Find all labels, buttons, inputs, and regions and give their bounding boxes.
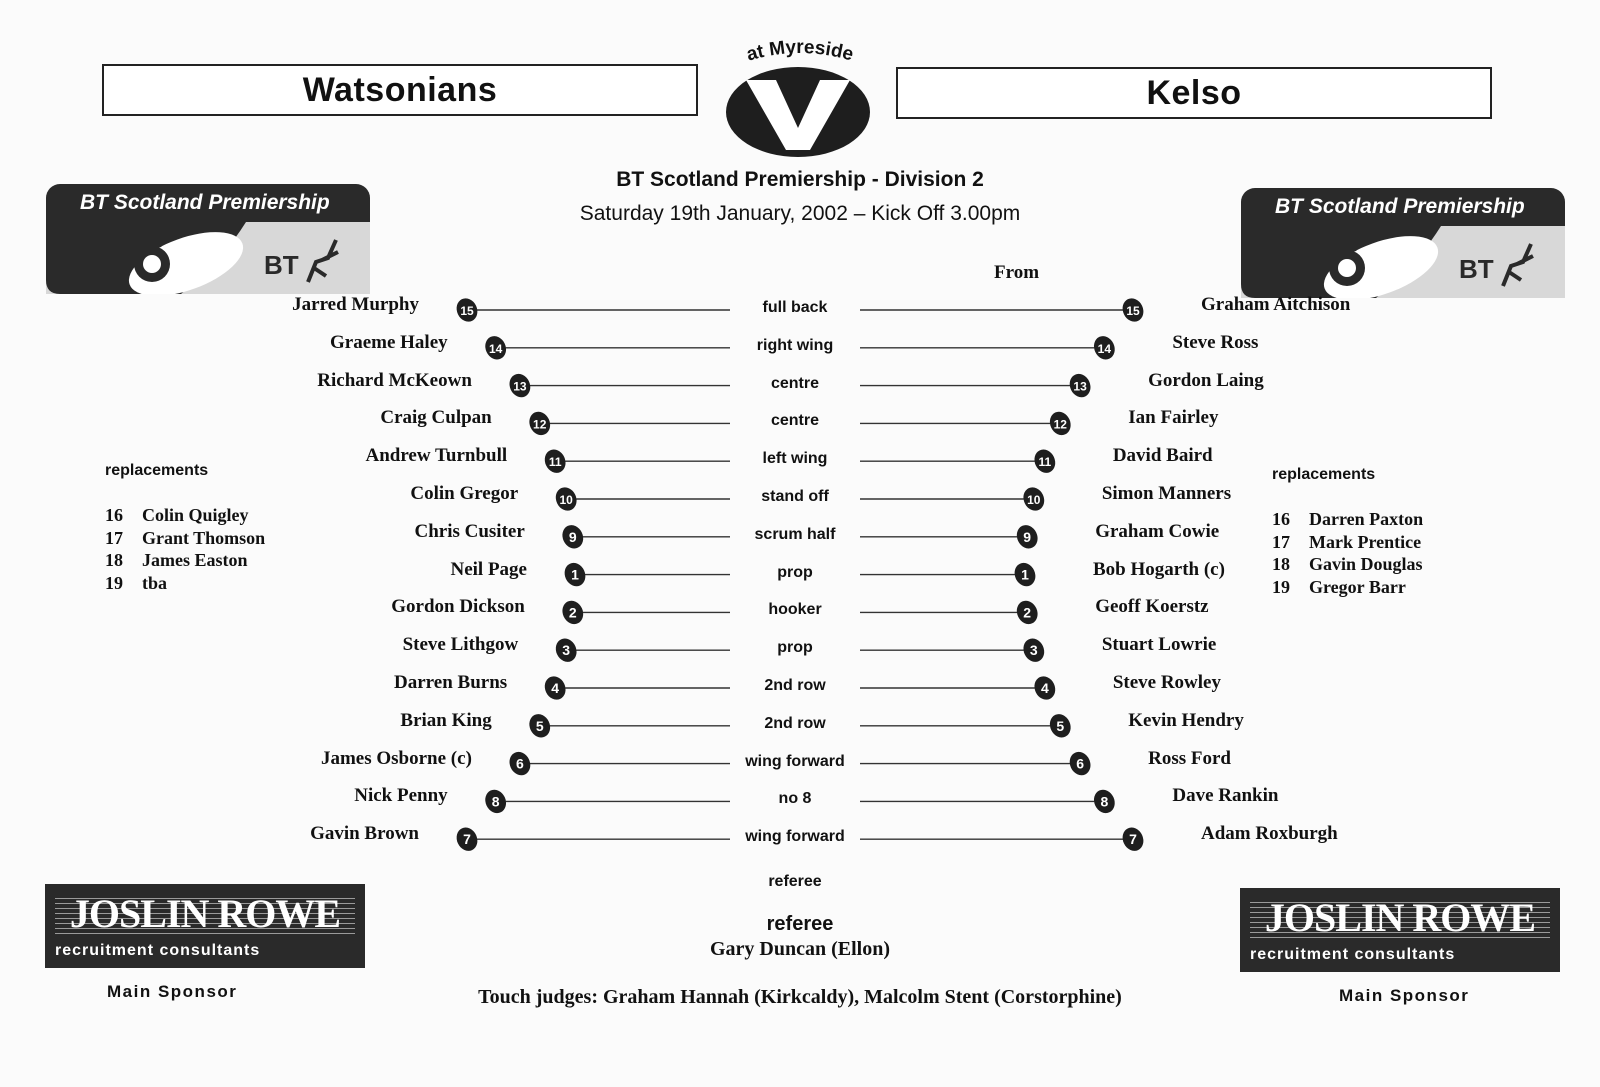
jersey-number-badge-home — [561, 559, 589, 589]
jersey-number: 9 — [568, 528, 577, 545]
home-player-name: James Osborne (c) — [320, 747, 472, 769]
replacement-name: Colin Quigley — [142, 505, 249, 525]
jersey-number-badge-home — [541, 446, 569, 476]
jersey-number-badge-home — [552, 484, 580, 514]
home-replacements-heading: replacements — [105, 462, 209, 479]
svg-text:BT: BT — [1459, 254, 1494, 284]
position-label: left wing — [730, 450, 860, 468]
jersey-number: 11 — [548, 455, 562, 470]
jersey-number: 15 — [460, 304, 474, 318]
position-label: right wing — [730, 337, 860, 355]
home-player-name: Neil Page — [450, 558, 527, 580]
away-player-name: Graham Cowie — [1095, 520, 1220, 542]
jersey-number: 1 — [1021, 566, 1029, 583]
jersey-number: 7 — [1129, 831, 1137, 848]
replacement-item — [105, 550, 248, 571]
jersey-number-badge-home — [552, 635, 580, 665]
jersey-number: 13 — [1073, 379, 1087, 394]
replacement-name: Gavin Douglas — [1309, 554, 1423, 574]
away-player-name: Steve Ross — [1172, 331, 1259, 353]
home-player-name: Brian King — [400, 709, 492, 731]
sponsor-name: JOSLIN ROWE — [69, 891, 341, 936]
home-player-name: Andrew Turnbull — [365, 445, 508, 467]
jersey-number-badge-away — [1013, 597, 1041, 627]
replacement-name: Mark Prentice — [1309, 531, 1422, 552]
jersey-number: 13 — [513, 379, 527, 394]
jersey-number: 1 — [571, 566, 579, 583]
jersey-number-badge-home — [453, 295, 481, 325]
position-label: centre — [730, 412, 860, 430]
position-label: no 8 — [730, 790, 860, 808]
jersey-number: 3 — [1029, 642, 1038, 659]
touch-judges: Touch judges: Graham Hannah (Kirkcaldy), Malcolm Stent (Corstorphine) — [478, 986, 1122, 1008]
position-label: 2nd row — [730, 677, 860, 695]
position-label: 2nd row — [730, 715, 860, 733]
jersey-number-badge-home — [559, 522, 587, 552]
home-player-name: Nick Penny — [354, 785, 448, 807]
away-player-name: David Baird — [1112, 445, 1213, 467]
jersey-number-badge-away — [1046, 408, 1074, 438]
svg-text:at Myreside: at Myreside — [744, 36, 856, 66]
jersey-number: 3 — [562, 642, 571, 659]
jersey-number-badge-away — [1031, 446, 1059, 476]
jersey-number-badge-away — [1119, 295, 1147, 325]
replacement-item — [105, 528, 265, 549]
position-label: wing forward — [730, 828, 860, 846]
match-date: Saturday 19th January, 2002 – Kick Off 3.00pm — [579, 202, 1021, 225]
position-label: hooker — [730, 601, 860, 619]
sponsor-logo-right — [1240, 888, 1560, 972]
replacement-item — [1272, 554, 1423, 575]
jersey-number: 8 — [1100, 793, 1109, 810]
jersey-number-badge-home — [506, 370, 534, 400]
sponsor-subtitle: recruitment consultants — [55, 942, 261, 959]
jersey-number-badge-away — [1020, 635, 1048, 665]
sponsor-logo-left — [45, 884, 365, 968]
jersey-number: 6 — [1076, 755, 1085, 772]
jersey-number: 4 — [551, 680, 560, 696]
away-player-name: Stuart Lowrie — [1101, 634, 1217, 656]
jersey-number-badge-home — [541, 673, 569, 703]
home-player-name: Craig Culpan — [380, 407, 492, 429]
jersey-number-badge-away — [1090, 786, 1118, 816]
jersey-number-badge-away — [1066, 748, 1094, 778]
jersey-number: 10 — [1027, 493, 1041, 507]
jersey-number-badge-away — [1031, 673, 1059, 703]
jersey-number-badge-home — [526, 711, 554, 741]
jersey-number: 9 — [1023, 528, 1032, 545]
jersey-number: 6 — [515, 755, 524, 772]
home-player-name: Gordon Dickson — [391, 596, 525, 618]
position-label: prop — [730, 639, 860, 657]
jersey-number: 5 — [535, 717, 544, 734]
away-player-name: Kevin Hendry — [1128, 709, 1244, 731]
home-player-name: Jarred Murphy — [292, 294, 419, 315]
jersey-number: 2 — [1023, 604, 1032, 621]
position-label: wing forward — [730, 753, 860, 771]
away-player-name: Steve Rowley — [1112, 672, 1221, 693]
replacement-number: 19 — [1272, 576, 1290, 597]
jersey-number-badge-home — [506, 748, 534, 778]
replacement-number: 19 — [105, 572, 123, 593]
jersey-number-badge-home — [482, 786, 510, 816]
jersey-number-badge-away — [1119, 824, 1147, 854]
jersey-number: 12 — [1053, 417, 1067, 432]
jersey-number-badge-away — [1046, 711, 1074, 741]
replacement-number: 17 — [1272, 531, 1290, 552]
replacement-name: Grant Thomson — [142, 527, 266, 548]
away-team-name: Kelso — [896, 67, 1492, 119]
replacement-number: 18 — [105, 550, 123, 570]
jersey-number-badge-away — [1066, 370, 1094, 400]
replacement-name: James Easton — [142, 550, 248, 570]
jersey-number: 2 — [568, 604, 577, 621]
replacement-name: tba — [142, 572, 168, 593]
replacement-number: 16 — [1272, 509, 1290, 529]
jersey-number-badge-home — [482, 333, 510, 363]
away-player-name: Dave Rankin — [1172, 785, 1279, 807]
jersey-number-badge-away — [1090, 333, 1118, 363]
referee-name: Gary Duncan (Ellon) — [709, 938, 891, 960]
home-player-name: Graeme Haley — [330, 331, 448, 353]
replacement-name: Darren Paxton — [1309, 509, 1424, 529]
jersey-number-badge-home — [453, 824, 481, 854]
from-label: From — [994, 262, 1040, 283]
position-label: centre — [730, 375, 860, 393]
jersey-number: 10 — [559, 493, 573, 507]
position-label: full back — [730, 299, 860, 317]
competition-title: BT Scotland Premiership - Division 2 — [616, 168, 984, 191]
referee-label: referee — [766, 913, 834, 935]
main-sponsor-label-left: Main Sponsor — [107, 982, 238, 1001]
away-player-name: Gordon Laing — [1148, 369, 1264, 391]
replacement-item — [105, 573, 167, 594]
away-replacements-heading: replacements — [1272, 466, 1376, 483]
home-player-name: Colin Gregor — [410, 483, 519, 504]
away-player-name: Graham Aitchison — [1201, 294, 1351, 315]
position-label: prop — [730, 564, 860, 582]
away-player-name: Bob Hogarth (c) — [1093, 558, 1225, 580]
jersey-number: 15 — [1126, 304, 1140, 318]
jersey-number-badge-away — [1020, 484, 1048, 514]
position-label: stand off — [730, 488, 860, 506]
jersey-number-badge-home — [526, 408, 554, 438]
logo-title: BT Scotland Premiership — [46, 184, 370, 222]
logo-title: BT Scotland Premiership — [1241, 188, 1565, 226]
jersey-number-badge-away — [1011, 559, 1039, 589]
replacement-item — [1272, 509, 1423, 530]
replacement-item — [1272, 577, 1406, 598]
home-team-name: Watsonians — [102, 64, 698, 116]
jersey-number-badge-home — [559, 597, 587, 627]
replacement-number: 16 — [105, 505, 123, 525]
home-player-name: Richard McKeown — [317, 369, 472, 391]
jersey-number: 5 — [1056, 717, 1065, 734]
replacement-item — [1272, 532, 1421, 553]
sponsor-subtitle: recruitment consultants — [1250, 946, 1456, 963]
jersey-number: 8 — [491, 793, 500, 810]
main-sponsor-label-right: Main Sponsor — [1339, 986, 1470, 1005]
away-player-name: Simon Manners — [1101, 483, 1232, 504]
jersey-number: 14 — [488, 341, 503, 356]
jersey-number: 7 — [463, 831, 471, 848]
away-player-name: Ian Fairley — [1128, 407, 1219, 429]
home-player-name: Chris Cusiter — [414, 520, 525, 542]
jersey-number-badge-away — [1013, 522, 1041, 552]
replacement-item — [105, 505, 249, 526]
replacement-name: Gregor Barr — [1309, 576, 1406, 597]
away-player-name: Adam Roxburgh — [1201, 823, 1338, 845]
away-player-name: Ross Ford — [1148, 747, 1231, 769]
replacement-number: 18 — [1272, 554, 1290, 574]
away-player-name: Geoff Koerstz — [1095, 596, 1209, 618]
home-player-name: Gavin Brown — [310, 823, 419, 845]
referee-small-label: referee — [730, 873, 860, 891]
jersey-number: 4 — [1040, 680, 1049, 696]
home-player-name: Darren Burns — [394, 672, 508, 693]
sponsor-name: JOSLIN ROWE — [1264, 895, 1536, 940]
replacement-number: 17 — [105, 527, 123, 548]
jersey-number: 11 — [1038, 455, 1052, 470]
jersey-number: 14 — [1097, 341, 1112, 356]
position-label: scrum half — [730, 526, 860, 544]
home-player-name: Steve Lithgow — [402, 634, 519, 656]
jersey-number: 12 — [533, 417, 547, 432]
svg-text:BT: BT — [264, 250, 299, 280]
